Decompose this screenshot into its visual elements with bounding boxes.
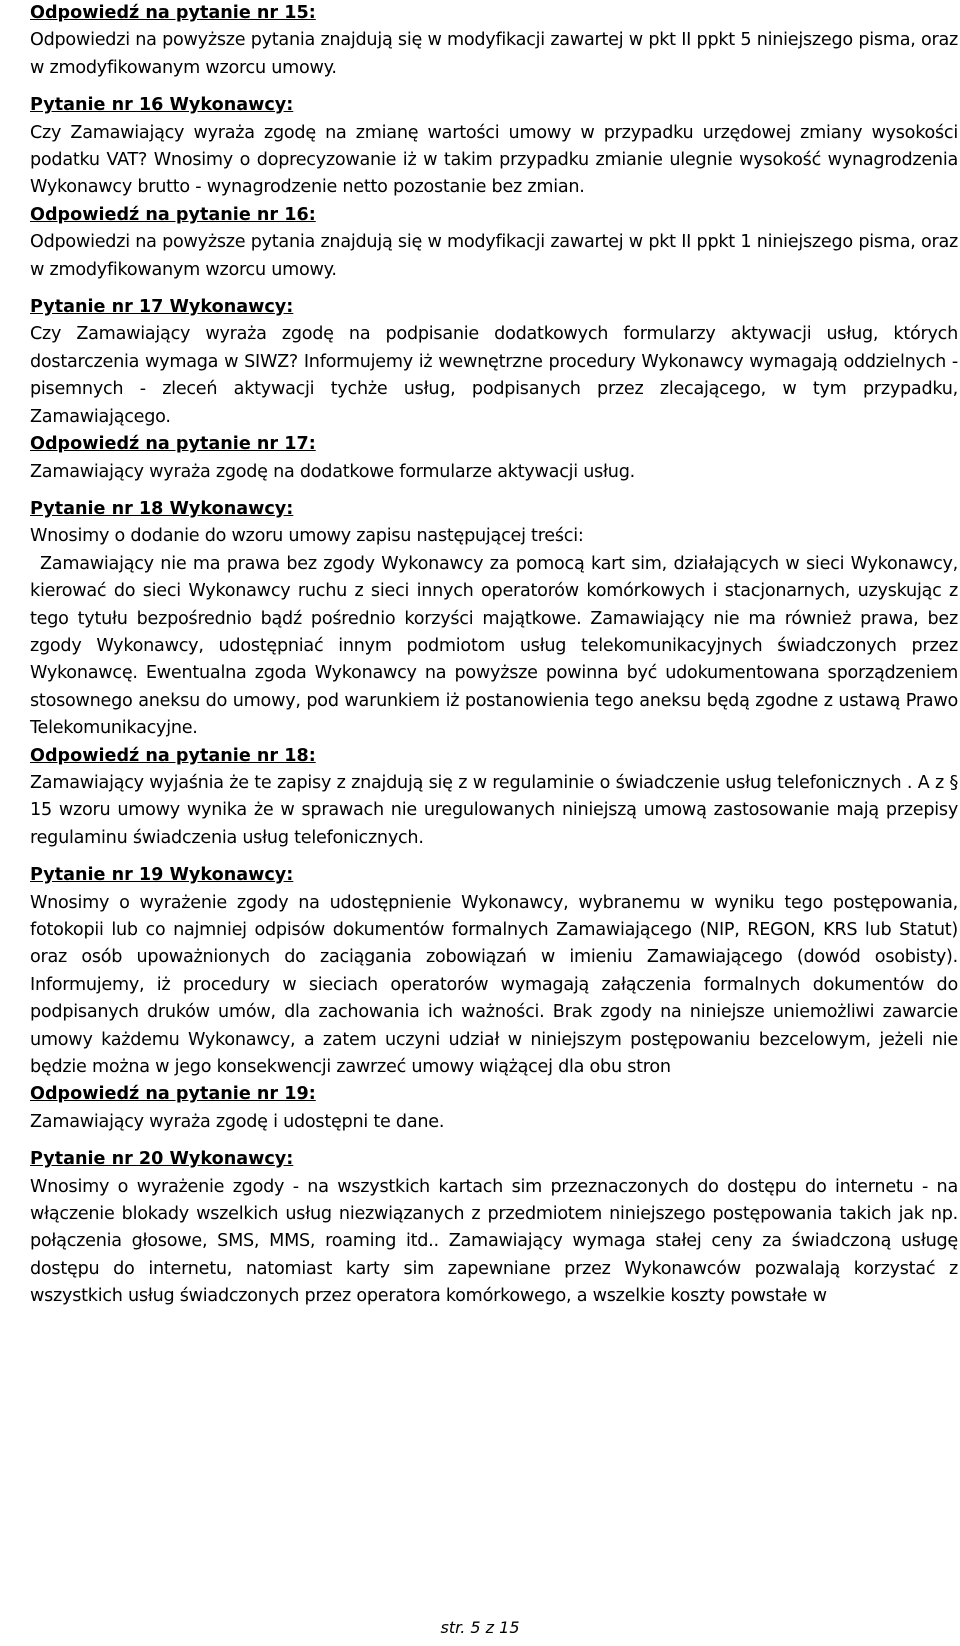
- body-paragraph: Czy Zamawiający wyraża zgodę na zmianę wartości umowy w przypadku urzędowej zmiany wysokości podatku VAT? Wnosimy o doprecyzowanie iż w takim przypadku zmianie ulegnie wysokość wynagrodzenia Wykonawcy brutto - wynagrodzenie netto pozostanie bez zmian.: [30, 122, 958, 198]
- section-heading: Pytanie nr 18 Wykonawcy:: [30, 498, 294, 519]
- body-paragraph: Wnosimy o dodanie do wzoru umowy zapisu następującej treści:: [30, 526, 584, 547]
- body-paragraph: Wnosimy o wyrażenie zgody na udostępnienie Wykonawcy, wybranemu w wyniku tego postępowania, fotokopii lub co najmniej odpisów dokumentów formalnych Zamawiającego (NIP, REGON, KRS lub Statut) oraz osób upoważnionych do zaciągania zobowiązań w imieniu Zamawiającego (dowód osobisty). Informujemy, iż procedury w sieciach operatorów wymagają załączenia formalnych dokumentów do podpisanych druków umów, dla zachowania ich ważności. Brak zgody na niniejsze uniemożliwi zawarcie umowy każdemu Wykonawcy, a zatem uczyni udział w niniejszym postępowaniu bezcelowym, jeżeli nie będzie można w jego konsekwencji zawrzeć umowy wiążącej dla obu stron: [30, 892, 958, 1078]
- body-paragraph: Zamawiający wyraża zgodę i udostępni te dane.: [30, 1111, 445, 1132]
- page-number-footer: str. 5 z 15: [440, 1618, 520, 1637]
- section-gap: [30, 486, 958, 496]
- section-heading: Odpowiedź na pytanie nr 16:: [30, 204, 316, 225]
- section-gap: [30, 1136, 958, 1146]
- section-gap: [30, 852, 958, 862]
- body-paragraph: Odpowiedzi na powyższe pytania znajdują się w modyfikacji zawartej w pkt II ppkt 5 niniejszego pisma, oraz w zmodyfikowanym wzorcu umowy.: [30, 30, 958, 78]
- body-paragraph: Wnosimy o wyrażenie zgody - na wszystkich kartach sim przeznaczonych do dostępu do internetu - na włączenie blokady wszelkich usług niezwiązanych z przedmiotem niniejszego postępowania takich jak np. połączenia głosowe, SMS, MMS, roaming itd.. Zamawiający wymaga stałej ceny za świadczoną usługę dostępu do internetu, natomiast karty sim zapewniane przez Wykonawców pozwalają korzystać z wszystkich usług świadczonych przez operatora komórkowego, a wszelkie koszty powstałe w: [30, 1176, 958, 1307]
- section-heading: Odpowiedź na pytanie nr 19:: [30, 1084, 316, 1105]
- document-page: [30, 0, 958, 1311]
- body-paragraph: Odpowiedzi na powyższe pytania znajdują się w modyfikacji zawartej w pkt II ppkt 1 niniejszego pisma, oraz w zmodyfikowanym wzorcu umowy.: [30, 232, 958, 280]
- section-gap: [30, 284, 958, 294]
- body-paragraph: Zamawiający wyraża zgodę na dodatkowe formularze aktywacji usług.: [30, 461, 635, 482]
- section-heading: Pytanie nr 17 Wykonawcy:: [30, 297, 294, 318]
- quoted-clause-paragraph: Zamawiający nie ma prawa bez zgody Wykonawcy za pomocą kart sim, działających w sieci Wykonawcy, kierować do sieci Wykonawcy ruchu z sieci innych operatorów komórkowych i stacjonarnych, uzyskując z tego tytułu bezpośrednio bądź pośrednio korzyści majątkowe. Zamawiający nie ma również prawa, bez zgody Wykonawcy, udostępniać innym podmiotom usług telekomunikacyjnych świadczonych przez Wykonawcę. Ewentualna zgoda Wykonawcy na powyższe powinna być udokumentowana sporządzeniem stosownego aneksu do umowy, pod warunkiem iż postanowienia tego aneksu będą zgodne z ustawą Prawo Telekomunikacyjne.: [30, 553, 958, 739]
- section-heading: Pytanie nr 16 Wykonawcy:: [30, 95, 294, 116]
- section-heading: Odpowiedź na pytanie nr 18:: [30, 745, 316, 766]
- section-heading: Pytanie nr 19 Wykonawcy:: [30, 865, 294, 886]
- section-heading: Odpowiedź na pytanie nr 15:: [30, 3, 316, 23]
- body-paragraph: Zamawiający wyjaśnia że te zapisy z znajdują się z w regulaminie o świadczenie usług telefonicznych . A z § 15 wzoru umowy wynika że w sprawach nie uregulowanych niniejszą umową zastosowanie mają przepisy regulaminu świadczenia usług telefonicznych.: [30, 772, 958, 848]
- body-paragraph: Czy Zamawiający wyraża zgodę na podpisanie dodatkowych formularzy aktywacji usług, których dostarczenia wymaga w SIWZ? Informujemy iż wewnętrzne procedury Wykonawcy wymagają oddzielnych - pisemnych - zleceń aktywacji tychże usług, podpisanych przez zlecającego, w tym przypadku, Zamawiającego.: [30, 324, 958, 427]
- section-gap: [30, 82, 958, 92]
- section-heading: Odpowiedź na pytanie nr 17:: [30, 434, 316, 455]
- section-heading: Pytanie nr 20 Wykonawcy:: [30, 1149, 294, 1170]
